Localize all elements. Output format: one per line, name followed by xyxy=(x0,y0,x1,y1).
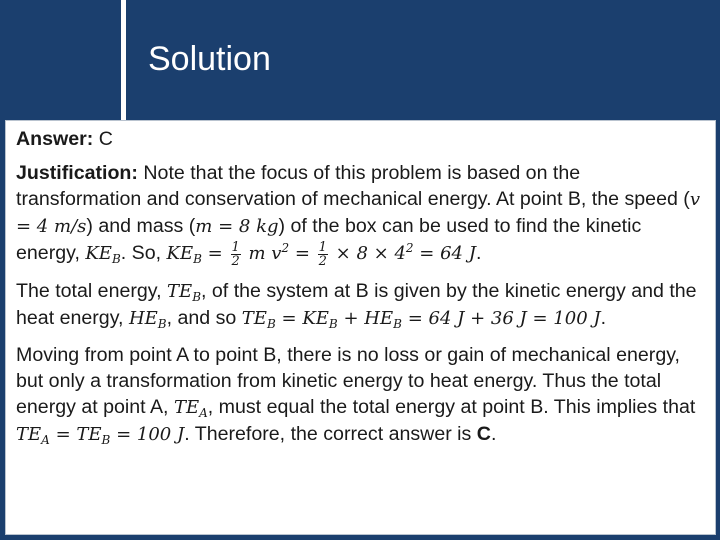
fraction-half-2: $\frac{1}{2}$ xyxy=(318,239,327,269)
final-answer: C xyxy=(476,422,491,445)
paragraph2-text-4: . xyxy=(600,306,607,329)
speed-expression: v = 4 m/s xyxy=(16,189,701,237)
kinetic-energy-equation: $KE_B$ = $\frac{1}{2}$ m $v^2$ = $\frac{1}{2}$ × $8 \times 4^2 = 64$ J xyxy=(166,239,476,269)
justification-text-3: ) of the box can be used to find the kinetic energy, xyxy=(16,215,642,264)
total-energy-paragraph xyxy=(16,278,705,332)
conservation-equation: $TE_A = TE_B = 100$ J xyxy=(16,423,185,447)
justification-text-2: ) and mass ( xyxy=(86,215,196,237)
page-title: Solution xyxy=(148,40,271,78)
mass-expression: m = 8 kg xyxy=(195,216,279,237)
tea-symbol: $TE_A$ xyxy=(173,396,208,420)
conclusion-paragraph xyxy=(16,342,705,448)
paragraph3-text-4: . xyxy=(490,422,497,445)
solution-content xyxy=(5,120,716,535)
header-bar xyxy=(0,0,720,120)
fraction-half: $\frac{1}{2}$ xyxy=(231,239,240,269)
paragraph2-text-3: , and so xyxy=(166,306,242,329)
header-divider xyxy=(121,0,126,120)
ke-symbol: $KE_B$ xyxy=(85,243,121,266)
answer-label: Answer: xyxy=(16,128,94,150)
justification-text-5: . xyxy=(475,242,482,264)
justification-text-4: . So, xyxy=(120,242,167,264)
justification-text-1: Note that the focus of this problem is based on the transformation and conservation of mechanical energy. At point B, the speed ( xyxy=(16,162,690,210)
justification-paragraph xyxy=(16,160,705,268)
paragraph3-text-3: . Therefore, the correct answer is xyxy=(184,422,477,445)
paragraph2-text-2: , of the system at B is given by the kinetic energy and the heat energy, xyxy=(16,279,697,329)
total-energy-equation: $TE_B = KE_B + HE_B = 64$ J + 36 J = 100 J xyxy=(241,307,601,331)
he-symbol: $HE_B$ xyxy=(128,307,167,331)
justification-label: Justification: xyxy=(16,162,138,184)
answer-value: C xyxy=(98,128,113,150)
paragraph2-text-1: The total energy, xyxy=(16,279,168,302)
paragraph3-text-1: Moving from point A to point B, there is no loss or gain of mechanical energy, but only a transformation from kinetic energy to heat energy. Thus the total energy at point A, xyxy=(16,343,681,418)
te-symbol: $TE_B$ xyxy=(167,280,202,304)
paragraph3-text-2: , must equal the total energy at point B. This implies that xyxy=(207,395,696,418)
answer-line xyxy=(16,126,705,152)
